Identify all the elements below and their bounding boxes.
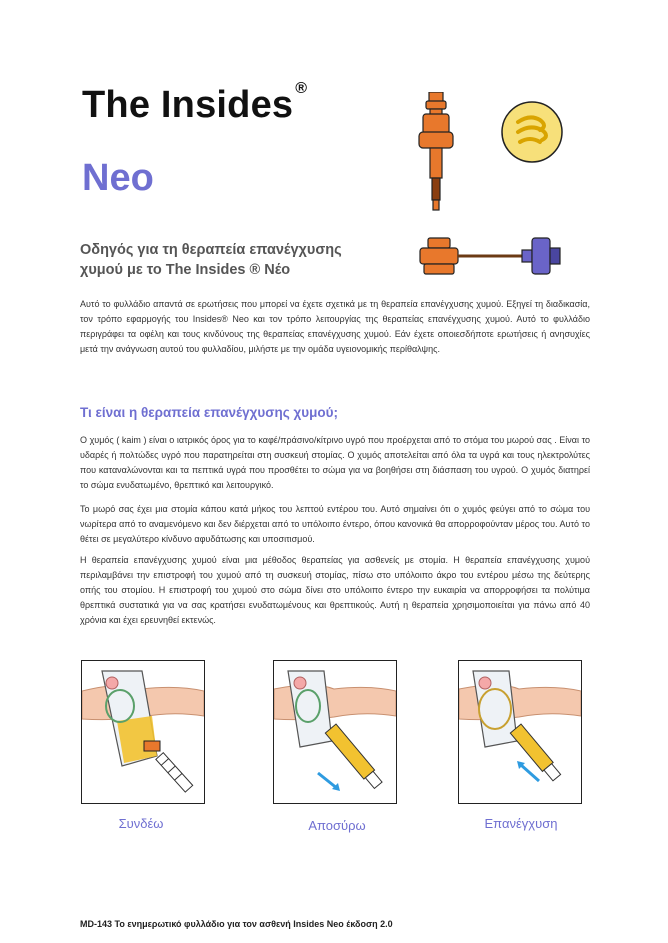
section-paragraph-3: Η θεραπεία επανέγχυσης χυμού είναι μια μέθοδος θεραπείας για ασθενείς με στομία. Η θεραπεία επανέγχυσης χυμού περιλαμβάνει την επιστροφή του χυμού από τη συσκευή στομίας, πίσω στο υπόλοιπο άκρο του εντέρου μέσω της δεύτερης οπής του στομίου. Η επιστροφή του χυμού στο σώμα δίνει στο υπόλοιπο έντερο την ευκαιρία να απορροφήσει τα πολύτιμα θρεπτικά συστατικά για να σας κρατήσει ενυδατωμένους και θρεπτικούς. Αυτή η θεραπεία χρησιμοποιείται για πάνω από 40 χρόνια και έχει ερευνηθεί εκτενώς. [80,555,590,625]
connect-illustration-icon [82,661,204,803]
step-panel-connect [81,660,205,804]
step-label-withdraw: Αποσύρω [308,818,366,833]
guide-title [80,240,400,280]
guide-title-line1: Οδηγός για τη θεραπεία επανέγχυσης [80,242,342,258]
brand-title [82,80,308,127]
section-heading: Τι είναι η θεραπεία επανέγχυσης χυμού; [80,405,339,420]
section-paragraph-2: Το μωρό σας έχει μια στομία κάπου κατά μήκος του λεπτού εντέρου του. Αυτό σημαίνει ότι ο χυμός φεύγει από το σώμα του νωρίτερα από το αναμενόμενο και δεν διέρχεται από το υπόλοιπο έντερο, όπου κανονικά θα απορροφούνταν μέρος του. Αυτό το θέτει σε μεγαλύτερο κίνδυνο αφυδάτωσης και υποσιτισμού. [80,504,590,544]
product-name: Neo [82,157,154,199]
step-panel-withdraw [273,660,397,804]
intro-paragraph: Αυτό το φυλλάδιο απαντά σε ερωτήσεις που μπορεί να έχετε σχετικά με τη θεραπεία επανέγχυσης χυμού. Εξηγεί τη διαδικασία, τον τρόπο εφαρμογής του Insides® Neo και τον τρόπο λειτουργίας της θεραπείας επανέγχυσης χυμού. Αυτό το φυλλάδιο περιγράφει τα οφέλη και τους κινδύνους της θεραπείας επανέγχυσης χυμού. Εάν έχετε οποιεσδήποτε ερωτήσεις ή ανησυχίες μετά την ανάγνωση αυτού του φυλλαδίου, μιλήστε με την ομάδα υγειονομικής περίθαλψης. [80,299,590,354]
step-label-reinfuse: Επανέγχυση [484,816,558,831]
step-panel-reinfuse [458,660,582,804]
device-horizontal-icon [418,232,568,282]
device-vertical-icon [412,92,462,212]
step-label-connect: Συνδέω [118,816,164,831]
guide-title-line2: χυμού με το The Insides ® Νέο [80,262,291,278]
brand-name: The Insides [82,84,294,126]
withdraw-illustration-icon [274,661,396,803]
section-paragraph-1: Ο χυμός ( kaim ) είναι ο ιατρικός όρος για το καφέ/πράσινο/κίτρινο υγρό που προέρχεται από το στόμα του μωρού σας . Είναι το υδαρές ή πολτώδες υγρό που παρατηρείται στη συσκευή στομίας. Ο χυμός αποτελείται από όλα τα υγρά και τους ηλεκτρολύτες που καταναλώνονται και τα πεπτικά υγρά που προσθέτει το σώμα για να βοηθήσει στη διάσπαση του υγρού. Ο χυμός διατηρεί το σώμα ενυδατωμένο, θρεπτικό και λειτουργικό. [80,435,590,490]
registered-mark: ® [295,80,308,98]
product-logo-icon [500,100,564,164]
footer-text: MD-143 Το ενημερωτικό φυλλάδιο για τον ασθενή Insides Neo έκδοση 2.0 [80,919,393,929]
reinfuse-illustration-icon [459,661,581,803]
